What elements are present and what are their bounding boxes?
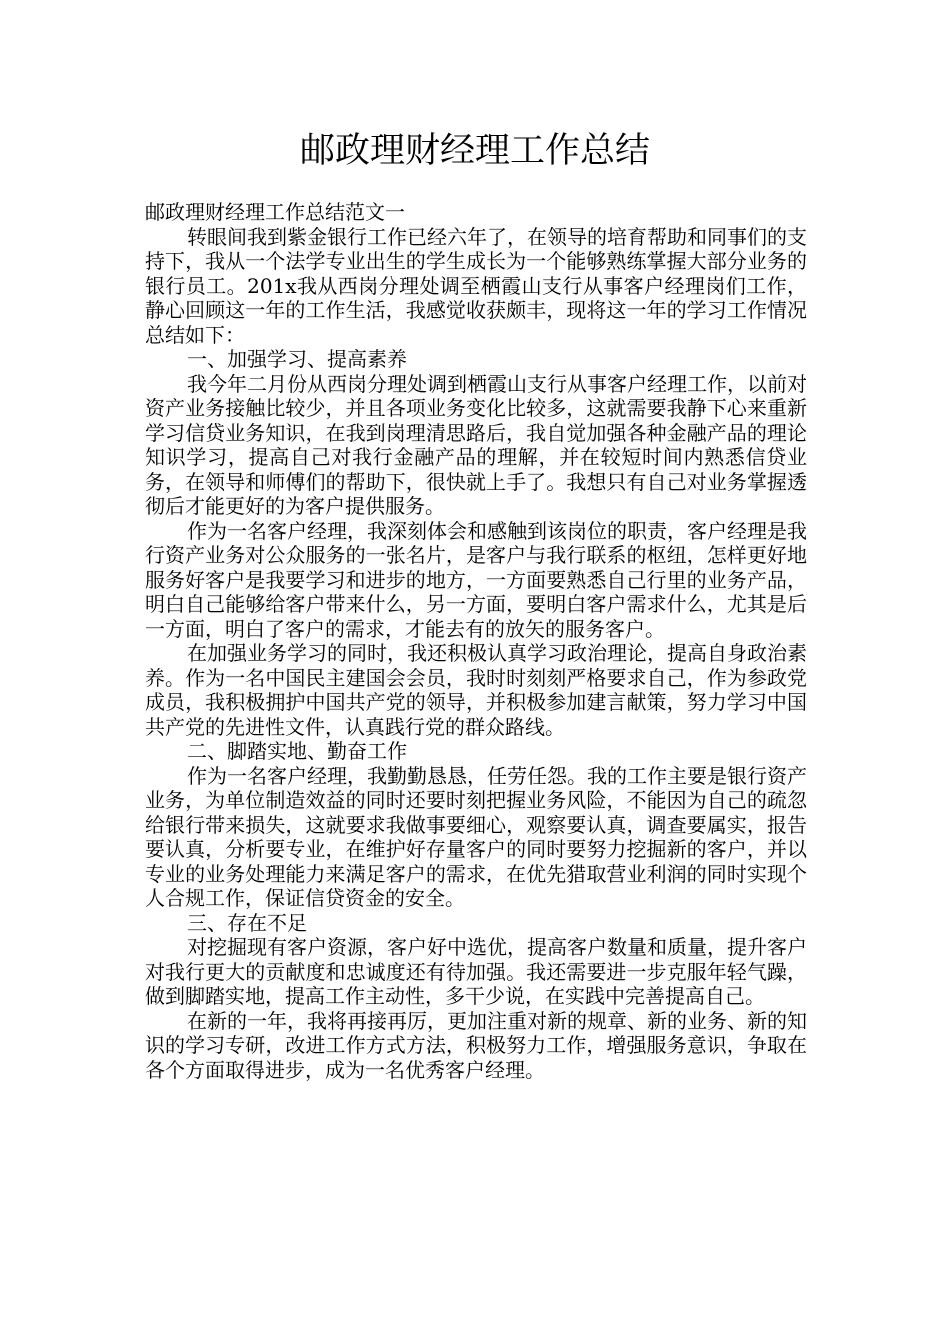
section-heading-3: 三、存在不足 [187,910,307,935]
paragraph: 作为一名客户经理，我深刻体会和感触到该岗位的职责，客户经理是我行资产业务对公众服务的一张名片，是客户与我行联系的枢纽，怎样更好地服务好客户是我要学习和进步的地方，一方面要熟悉自己行里的业务产品，明白自己能够给客户带来什么，另一方面，要明白客户需求什么，尤其是后一方面，明白了客户的需求，才能去有的放矢的服务客户。 [145,518,807,641]
paragraph-closing: 在新的一年，我将再接再厉，更加注重对新的规章、新的业务、新的知识的学习专研，改进工作方式方法，积极努力工作，增强服务意识，争取在各个方面取得进步，成为一名优秀客户经理。 [145,1008,807,1082]
paragraph: 我今年二月份从西岗分理处调到栖霞山支行从事客户经理工作，以前对资产业务接触比较少，并且各项业务变化比较多，这就需要我静下心来重新学习信贷业务知识，在我到岗理清思路后，我自觉加强各种金融产品的理论知识学习，提高自己对我行金融产品的理解，并在较短时间内熟悉信贷业务，在领导和师傅们的帮助下，很快就上手了。我想只有自己对业务掌握透彻后才能更好的为客户提供服务。 [145,371,807,518]
document-title: 邮政理财经理工作总结 [299,131,650,171]
section-heading-1: 一、加强学习、提高素养 [187,347,407,371]
document-subtitle: 邮政理财经理工作总结范文一 [145,200,405,224]
paragraph: 在加强业务学习的同时，我还积极认真学习政治理论，提高自身政治素养。作为一名中国民主建国会会员，我时时刻刻严格要求自己，作为参政党成员，我积极拥护中国共产党的领导，并积极参加建言献策，努力学习中国共产党的先进性文件，认真践行党的群众路线。 [145,641,807,739]
paragraph: 作为一名客户经理，我勤勤恳恳，任劳任怨。我的工作主要是银行资产业务，为单位制造效益的同时还要时刻把握业务风险，不能因为自己的疏忽给银行带来损失，这就要求我做事要细心，观察要认真，调查要属实，报告要认真，分析要专业，在维护好存量客户的同时要努力挖掘新的客户，并以专业的业务处理能力来满足客户的需求，在优先猎取营业利润的同时实现个人合规工作，保证信贷资金的安全。 [145,763,807,910]
document-body [145,200,807,1082]
paragraph: 对挖掘现有客户资源，客户好中选优，提高客户数量和质量，提升客户对我行更大的贡献度和忠诚度还有待加强。我还需要进一步克服年轻气躁，做到脚踏实地，提高工作主动性，多干少说，在实践中完善提高自己。 [145,935,807,1008]
section-heading-2: 二、脚踏实地、勤奋工作 [187,739,407,763]
paragraph-intro: 转眼间我到紫金银行工作已经六年了，在领导的培育帮助和同事们的支持下，我从一个法学专业出生的学生成长为一个能够熟练掌握大部分业务的银行员工。201x我从西岗分理处调至栖霞山支行从事客户经理岗们工作，静心回顾这一年的工作生活，我感觉收获颇丰，现将这一年的学习工作情况总结如下： [145,224,807,347]
